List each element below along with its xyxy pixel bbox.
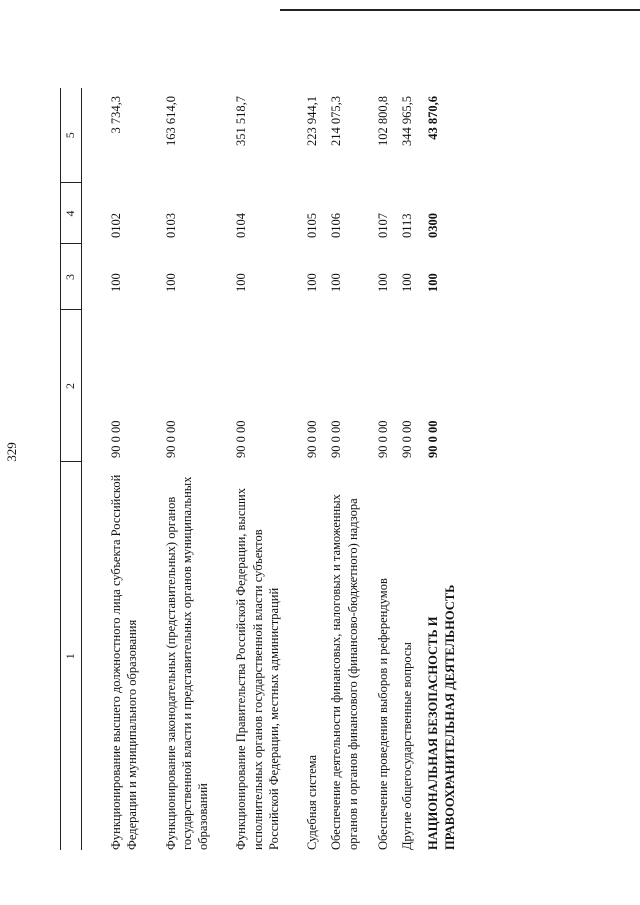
row-section-code: 0103 [163, 213, 178, 238]
row-section-code: 0105 [305, 213, 319, 238]
row-section-code: 0113 [400, 213, 414, 238]
table-header-row [61, 88, 82, 850]
table-row [361, 88, 391, 850]
row-amount: 3 734,3 [109, 96, 123, 134]
row-section-code: 0106 [329, 213, 344, 238]
row-name: Функционирование Правительства Российской Федерации, высших исполнительных органов государственной власти субъектов Российской Федерации, местных администраций [234, 488, 281, 850]
row-amount: 351 518,7 [234, 96, 249, 146]
row-target-article: 90 0 00 [426, 420, 441, 458]
table-row [320, 88, 361, 850]
row-expense-type: 100 [109, 273, 123, 292]
table-row-section-total [415, 88, 458, 850]
page-number: 329 [4, 442, 19, 462]
column-header-3: 3 [61, 244, 82, 310]
top-rule [280, 9, 640, 11]
row-name: НАЦИОНАЛЬНАЯ БЕЗОПАСНОСТЬ И ПРАВООХРАНИТЕЛЬНАЯ ДЕЯТЕЛЬНОСТЬ [426, 584, 457, 850]
row-section-code: 0102 [109, 213, 123, 238]
table-row [391, 88, 415, 850]
row-amount: 223 944,1 [305, 96, 319, 146]
column-header-4: 4 [61, 183, 82, 244]
row-expense-type: 100 [305, 273, 319, 292]
row-name: Другие общегосударственные вопросы [400, 642, 414, 850]
row-amount: 163 614,0 [163, 96, 178, 146]
row-amount: 344 965,5 [400, 96, 414, 146]
column-header-1: 1 [61, 462, 82, 850]
row-name: Судебная система [305, 754, 319, 850]
budget-table [60, 88, 458, 850]
row-target-article: 90 0 00 [329, 420, 344, 458]
row-target-article: 90 0 00 [375, 420, 390, 458]
column-header-2: 2 [61, 310, 82, 462]
table-row [82, 88, 141, 850]
row-target-article: 90 0 00 [234, 420, 249, 458]
row-amount: 43 870,6 [426, 96, 441, 140]
row-section-code: 0104 [234, 213, 249, 238]
row-target-article: 90 0 00 [109, 420, 123, 458]
row-expense-type: 100 [234, 273, 249, 292]
row-amount: 214 075,3 [329, 96, 344, 146]
table-row [141, 88, 212, 850]
row-amount: 102 800,8 [375, 96, 390, 146]
table-row [211, 88, 282, 850]
row-section-code: 0107 [375, 213, 390, 238]
row-name: Функционирование законодательных (представительных) органов государственной власти и представительных органов муниципальных образований [163, 476, 210, 850]
row-expense-type: 100 [329, 273, 344, 292]
row-target-article: 90 0 00 [400, 420, 414, 458]
table-row [282, 88, 320, 850]
rotated-table-wrapper [60, 88, 620, 850]
row-name: Обеспечение проведения выборов и референдумов [375, 578, 390, 850]
row-target-article: 90 0 00 [305, 420, 319, 458]
row-expense-type: 100 [426, 273, 441, 292]
row-expense-type: 100 [163, 273, 178, 292]
row-target-article: 90 0 00 [163, 420, 178, 458]
row-name: Обеспечение деятельности финансовых, налоговых и таможенных органов и органов финансового (финансово-бюджетного) надзора [329, 494, 360, 850]
column-header-5: 5 [61, 88, 82, 183]
row-expense-type: 100 [375, 273, 390, 292]
row-section-code: 0300 [426, 213, 441, 238]
row-expense-type: 100 [400, 273, 414, 292]
row-name: Функционирование высшего должностного лица субъекта Российской Федерации и муниципального образования [109, 474, 140, 850]
